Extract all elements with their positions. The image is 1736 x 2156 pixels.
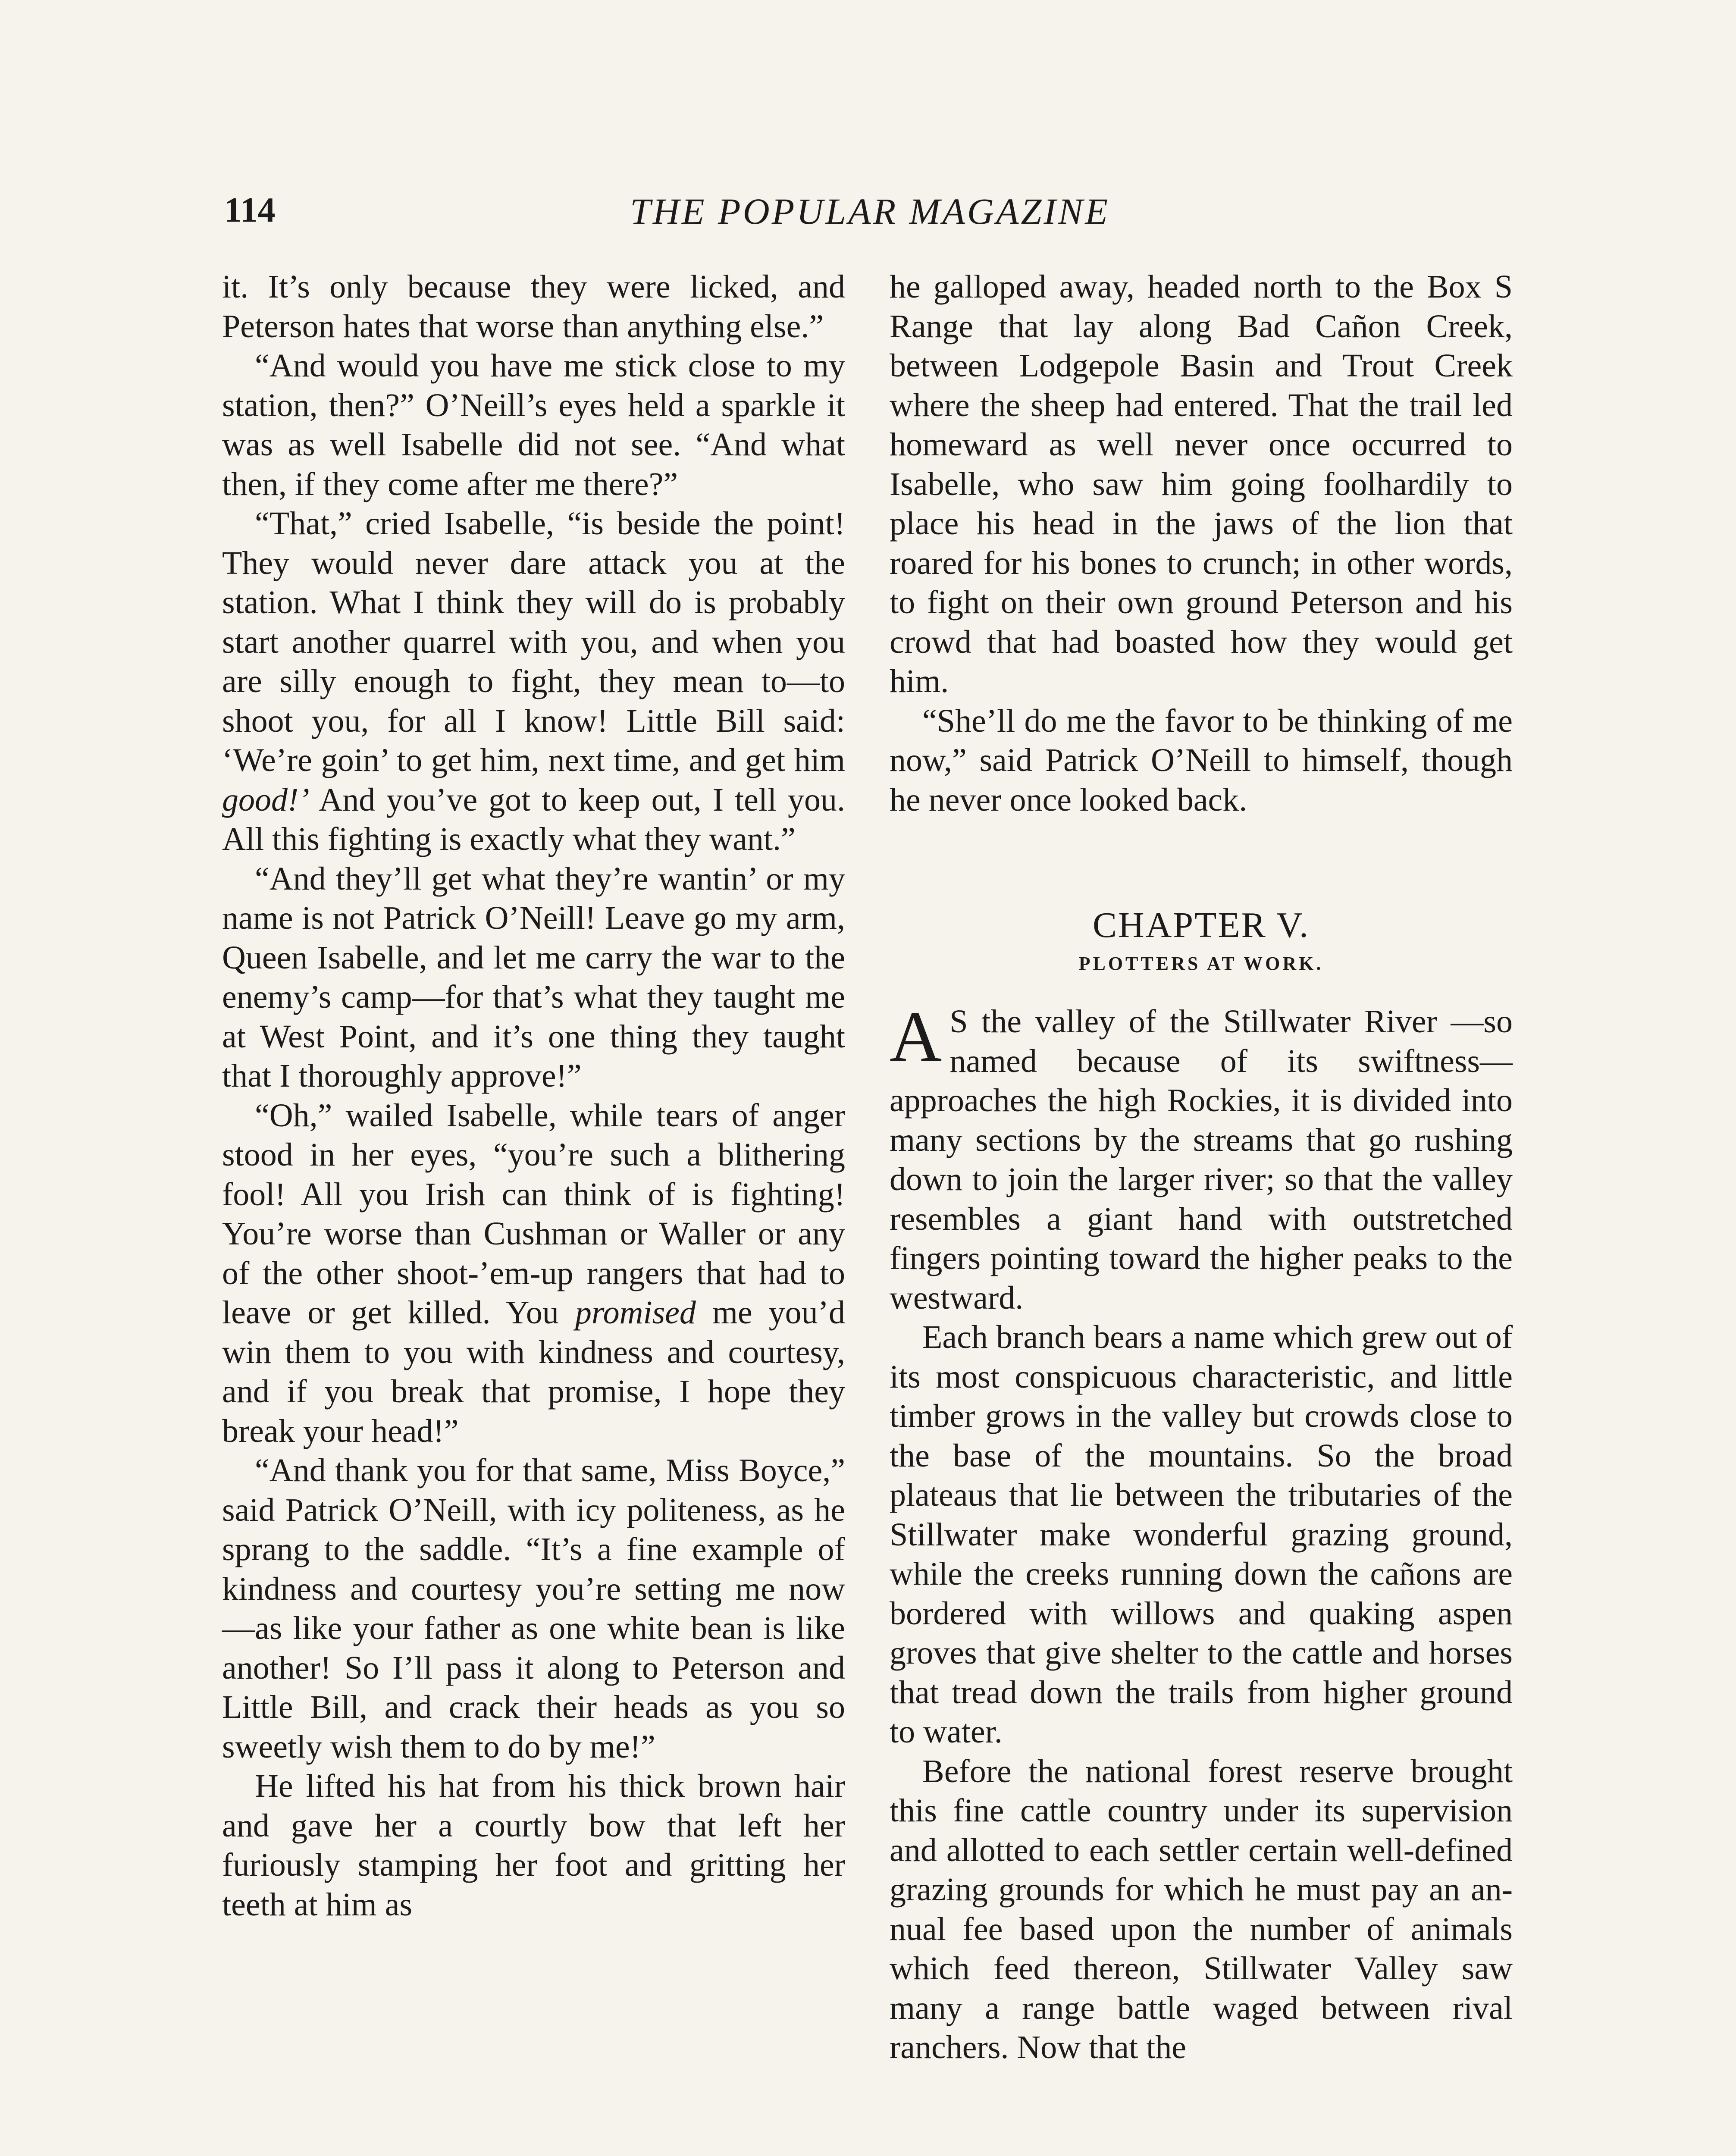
- left-paragraph-3-text-a: “That,” cried Isabelle, “is beside the point! They would never dare attack you at the station. What I think they will do is probably start another quarrel with you, and when you are silly enough to fight, they mean to—to shoot you, for all I know! Little Bill said: ‘We’re goin’ to get him, next time, and get him: [222, 505, 845, 778]
- left-paragraph-3-emphasis: good!’: [222, 781, 310, 818]
- left-paragraph-3: [222, 504, 845, 859]
- left-paragraph-3-text-b: And you’ve got to keep out, I tell you. All this fighting is exactly what they want.”: [222, 781, 845, 857]
- left-paragraph-5-emphasis: promised: [575, 1294, 696, 1331]
- page-number: 114: [224, 190, 276, 229]
- right-paragraph-2: “She’ll do me the favor to be thinking of me now,” said Patrick O’Neill to himself, though he never once looked back.: [890, 702, 1513, 818]
- left-paragraph-2: “And would you have me stick close to my station, then?” O’Neill’s eyes held a sparkle it was as well Isabelle did not see. “And what then, if they come after me there?”: [222, 348, 845, 502]
- left-paragraph-6: “And thank you for that same, Miss Boyce,” said Patrick O’Neill, with icy politeness, as he sprang to the saddle. “It’s a fine example of kindness and courtesy you’re setting me now—as like your father as one white bean is like another! So I’ll pass it along to Peterson and Little Bill, and crack their heads as you so sweetly wish them to do by me!”: [222, 1452, 845, 1765]
- chapter-title: CHAPTER V.: [1092, 905, 1310, 945]
- left-paragraph-5-text-a: “Oh,” wailed Isabelle, while tears of anger stood in her eyes, “you’re such a blithering fool! All you Irish can think of is fighting! You’re worse than Cushman or Waller or any of the other shoot-’em-up rangers that had to leave or get killed. You: [222, 1097, 845, 1331]
- left-paragraph-5: [222, 1096, 845, 1451]
- right-paragraph-1: he galloped away, headed north to the Box S Range that lay along Bad Cañon Creek, between Lodgepole Basin and Trout Creek where the sheep had entered. That the trail led homeward as well never once occurred to Isabelle, who saw him going foolhardily to place his head in the jaws of the lion that roared for his bones to crunch; in other words, to fight on their own ground Peterson and his crowd that had boasted how they would get him.: [890, 269, 1513, 699]
- left-column: [222, 267, 845, 1924]
- right-paragraph-3-text: S the valley of the Stillwater River —so named because of its swiftness—approaches the high Rockies, it is divided into many sections by the streams that go rushing down to join the larger river; so that the valley resembles a giant hand with outstretched fingers pointing toward the higher peaks to the westward.: [890, 1003, 1513, 1316]
- right-paragraph-3: [890, 997, 1513, 1318]
- right-paragraph-4: Each branch bears a name which grew out of its most conspicuous characteristic, and little timber grows in the valley but crowds close to the base of the mountains. So the broad plateaus that lie between the tributaries of the Stillwater make wonderful grazing ground, while the creeks running down the cañons are bordered with willows and quaking aspen groves that give shelter to the cattle and horses that tread down the trails from higher ground to water.: [890, 1319, 1513, 1750]
- left-paragraph-4: “And they’ll get what they’re wantin’ or my name is not Patrick O’Neill! Leave go my arm, Queen Isabelle, and let me carry the war to the enemy’s camp—for that’s what they taught me at West Point, and it’s one thing they taught that I thoroughly approve!”: [222, 860, 845, 1094]
- right-paragraph-5: Before the national forest reserve brought this fine cattle country under its supervision and allotted to each settler certain well-defined grazing grounds for which he must pay an annual fee based upon the number of animals which feed thereon, Stillwater Valley saw many a range battle waged between rival ranchers. Now that the: [890, 1753, 1513, 2065]
- chapter-subtitle: PLOTTERS AT WORK.: [1078, 953, 1324, 974]
- left-paragraph-5-text-b: me you’d win them to you with kindness and courtesy, and if you break that promise, I hope they break your head!”: [222, 1294, 845, 1449]
- right-column: [890, 267, 1513, 2068]
- running-head: THE POPULAR MAGAZINE: [630, 191, 1110, 232]
- drop-cap: A: [890, 997, 942, 1077]
- left-paragraph-1: it. It’s only because they were licked, and Peterson hates that worse than anything else.”: [222, 269, 845, 345]
- left-paragraph-7: He lifted his hat from his thick brown hair and gave her a courtly bow that left her furiously stamping her foot and gritting her teeth at him as: [222, 1768, 845, 1923]
